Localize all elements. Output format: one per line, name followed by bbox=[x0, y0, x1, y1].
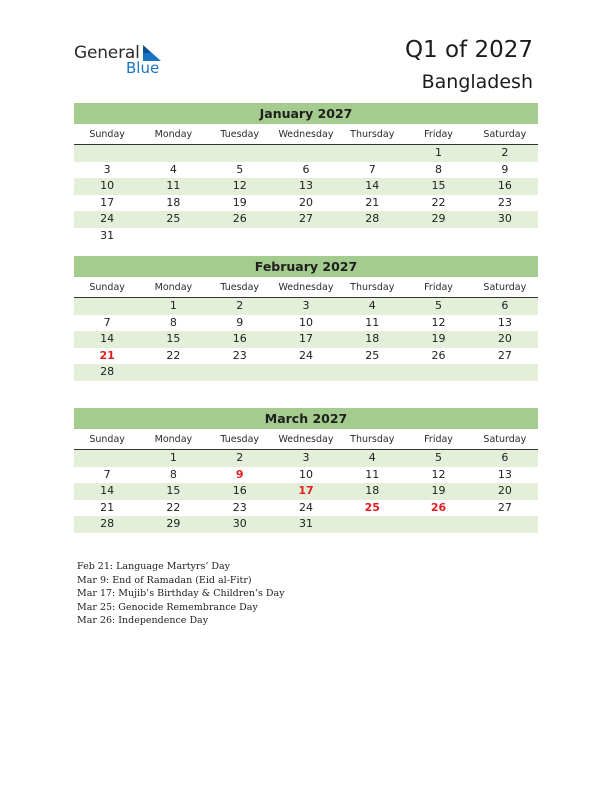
week-row bbox=[74, 195, 538, 212]
day-cell bbox=[339, 516, 405, 533]
day-cell: 10 bbox=[298, 467, 313, 481]
day-cell: 19 bbox=[232, 195, 247, 209]
weekday-label: Monday bbox=[154, 434, 193, 445]
week-row bbox=[74, 298, 538, 315]
day-cell: 7 bbox=[103, 315, 111, 329]
country-name: Bangladesh bbox=[421, 71, 533, 93]
day-cell: 28 bbox=[365, 212, 380, 225]
day-cell: 24 bbox=[298, 348, 313, 362]
day-cell: 23 bbox=[232, 500, 247, 514]
day-cell bbox=[472, 364, 538, 381]
day-cell: 19 bbox=[431, 484, 446, 497]
week-row bbox=[74, 516, 538, 533]
day-cell: 14 bbox=[365, 179, 380, 192]
day-cell bbox=[273, 228, 339, 245]
day-cell bbox=[273, 145, 339, 162]
day-cell: 5 bbox=[435, 451, 443, 464]
week-row bbox=[74, 178, 538, 195]
week-row bbox=[74, 500, 538, 517]
day-cell: 1 bbox=[169, 299, 177, 312]
day-cell bbox=[339, 228, 405, 245]
day-cell: 16 bbox=[232, 484, 247, 497]
holiday-day-cell: 17 bbox=[298, 484, 314, 497]
month-title: January 2027 bbox=[74, 103, 538, 124]
day-cell: 20 bbox=[497, 332, 512, 345]
day-cell: 27 bbox=[298, 212, 313, 225]
day-cell: 6 bbox=[501, 299, 509, 312]
holiday-day-cell: 26 bbox=[430, 500, 447, 514]
week-row bbox=[74, 228, 538, 245]
day-cell bbox=[207, 364, 273, 381]
day-cell bbox=[74, 298, 140, 315]
day-cell bbox=[472, 516, 538, 533]
holiday-note: Mar 25: Genocide Remembrance Day bbox=[77, 601, 258, 613]
day-cell bbox=[405, 364, 471, 381]
week-row bbox=[74, 364, 538, 381]
day-cell: 8 bbox=[435, 162, 443, 176]
day-cell: 4 bbox=[169, 162, 177, 176]
day-cell: 13 bbox=[497, 467, 512, 481]
weekday-label: Friday bbox=[424, 282, 453, 293]
holiday-day-cell: 25 bbox=[364, 500, 380, 514]
day-cell: 7 bbox=[103, 467, 111, 481]
day-cell: 25 bbox=[166, 212, 181, 225]
weekday-label: Sunday bbox=[89, 129, 125, 140]
day-cell: 23 bbox=[497, 195, 512, 209]
day-cell bbox=[74, 450, 140, 467]
day-cell: 19 bbox=[431, 332, 446, 345]
day-cell: 15 bbox=[431, 179, 446, 192]
day-cell: 10 bbox=[100, 179, 115, 192]
day-cell: 14 bbox=[100, 332, 115, 345]
day-cell: 2 bbox=[236, 451, 244, 464]
day-cell bbox=[140, 145, 206, 162]
holiday-day-cell: 21 bbox=[99, 348, 115, 362]
weekday-label: Saturday bbox=[483, 129, 527, 140]
day-cell: 16 bbox=[232, 332, 247, 345]
day-cell: 22 bbox=[431, 195, 446, 209]
day-cell: 29 bbox=[431, 212, 446, 225]
day-cell: 1 bbox=[435, 146, 443, 159]
weekday-label: Saturday bbox=[483, 282, 527, 293]
weekday-label: Sunday bbox=[89, 434, 125, 445]
day-cell: 11 bbox=[365, 315, 380, 329]
day-cell bbox=[339, 364, 405, 381]
day-cell: 3 bbox=[103, 162, 111, 176]
weekday-label: Tuesday bbox=[220, 282, 260, 293]
weekday-header-row bbox=[74, 127, 538, 145]
week-row bbox=[74, 331, 538, 348]
weekday-label: Wednesday bbox=[278, 282, 334, 293]
day-cell: 20 bbox=[298, 195, 313, 209]
day-cell bbox=[140, 364, 206, 381]
day-cell: 13 bbox=[497, 315, 512, 329]
day-cell: 9 bbox=[236, 315, 244, 329]
weekday-label: Friday bbox=[424, 434, 453, 445]
day-cell bbox=[339, 145, 405, 162]
day-cell: 18 bbox=[166, 195, 181, 209]
week-row bbox=[74, 162, 538, 179]
day-cell: 2 bbox=[501, 146, 509, 159]
day-cell: 16 bbox=[497, 179, 512, 192]
day-cell: 22 bbox=[166, 348, 181, 362]
day-cell: 27 bbox=[497, 500, 512, 514]
day-cell: 24 bbox=[100, 212, 115, 225]
day-cell: 13 bbox=[298, 179, 313, 192]
day-cell: 8 bbox=[169, 467, 177, 481]
month-title: February 2027 bbox=[74, 256, 538, 277]
month-calendar bbox=[74, 408, 538, 533]
day-cell bbox=[140, 228, 206, 245]
week-row bbox=[74, 315, 538, 332]
day-cell: 8 bbox=[169, 315, 177, 329]
day-cell: 6 bbox=[302, 162, 310, 176]
week-row bbox=[74, 348, 538, 365]
day-cell: 2 bbox=[236, 299, 244, 312]
day-cell: 27 bbox=[497, 348, 512, 362]
day-cell: 15 bbox=[166, 484, 181, 497]
page-title: Q1 of 2027 bbox=[404, 37, 533, 63]
weekday-label: Saturday bbox=[483, 434, 527, 445]
week-row bbox=[74, 483, 538, 500]
day-cell bbox=[207, 228, 273, 245]
holiday-note: Mar 17: Mujib’s Birthday & Children’s Day bbox=[77, 588, 285, 600]
day-cell: 12 bbox=[232, 179, 247, 192]
day-cell bbox=[273, 364, 339, 381]
weekday-label: Sunday bbox=[89, 282, 125, 293]
day-cell: 28 bbox=[100, 517, 115, 530]
day-cell: 18 bbox=[365, 332, 380, 345]
day-cell: 31 bbox=[100, 228, 115, 242]
day-cell: 9 bbox=[501, 162, 509, 176]
month-title: March 2027 bbox=[74, 408, 538, 429]
weekday-label: Monday bbox=[154, 282, 193, 293]
holiday-note: Feb 21: Language Martyrs’ Day bbox=[77, 561, 231, 572]
day-cell: 23 bbox=[232, 348, 247, 362]
holiday-note: Mar 26: Independence Day bbox=[77, 615, 209, 627]
day-cell: 10 bbox=[298, 315, 313, 329]
weekday-label: Tuesday bbox=[220, 434, 260, 445]
weekday-header-row bbox=[74, 280, 538, 298]
day-cell: 21 bbox=[365, 195, 380, 209]
day-cell: 15 bbox=[166, 332, 181, 345]
weekday-label: Wednesday bbox=[278, 129, 334, 140]
day-cell: 25 bbox=[365, 348, 380, 362]
day-cell: 12 bbox=[431, 315, 446, 329]
weekday-label: Monday bbox=[154, 129, 193, 140]
day-cell: 4 bbox=[368, 299, 376, 312]
day-cell: 22 bbox=[166, 500, 181, 514]
weekday-label: Tuesday bbox=[220, 129, 260, 140]
weekday-label: Thursday bbox=[350, 282, 395, 293]
logo bbox=[74, 43, 184, 79]
holiday-note: Mar 9: End of Ramadan (Eid al-Fitr) bbox=[77, 574, 252, 586]
week-row bbox=[74, 145, 538, 162]
day-cell: 24 bbox=[298, 500, 313, 514]
day-cell: 31 bbox=[298, 517, 313, 530]
weekday-label: Thursday bbox=[350, 434, 395, 445]
day-cell: 3 bbox=[302, 299, 310, 312]
day-cell: 1 bbox=[169, 451, 177, 464]
day-cell: 12 bbox=[431, 467, 446, 481]
day-cell bbox=[405, 516, 471, 533]
day-cell: 14 bbox=[100, 484, 115, 497]
weekday-label: Wednesday bbox=[278, 434, 334, 445]
day-cell: 28 bbox=[100, 365, 115, 378]
day-cell: 29 bbox=[166, 517, 181, 530]
day-cell: 17 bbox=[100, 195, 115, 209]
day-cell: 21 bbox=[100, 500, 115, 514]
logo-text-blue: Blue bbox=[126, 59, 160, 77]
weekday-label: Thursday bbox=[350, 129, 395, 140]
day-cell: 26 bbox=[431, 348, 446, 362]
day-cell: 7 bbox=[368, 162, 376, 176]
day-cell: 3 bbox=[302, 451, 310, 464]
holiday-day-cell: 9 bbox=[235, 467, 244, 481]
day-cell: 6 bbox=[501, 451, 509, 464]
day-cell bbox=[207, 145, 273, 162]
day-cell bbox=[74, 145, 140, 162]
logo-text-general: General bbox=[74, 43, 140, 63]
weekday-header-row bbox=[74, 432, 538, 450]
day-cell: 26 bbox=[232, 212, 247, 225]
day-cell: 30 bbox=[232, 517, 247, 530]
day-cell: 5 bbox=[435, 299, 443, 312]
day-cell: 11 bbox=[365, 467, 380, 481]
month-calendar bbox=[74, 256, 538, 381]
week-row bbox=[74, 450, 538, 467]
day-cell: 30 bbox=[497, 212, 512, 225]
day-cell: 18 bbox=[365, 484, 380, 497]
month-calendar bbox=[74, 103, 538, 244]
weekday-label: Friday bbox=[424, 129, 453, 140]
day-cell: 17 bbox=[298, 332, 313, 345]
holiday-notes bbox=[77, 560, 285, 628]
day-cell: 4 bbox=[368, 451, 376, 464]
week-row bbox=[74, 211, 538, 228]
week-row bbox=[74, 467, 538, 484]
day-cell: 11 bbox=[166, 179, 181, 192]
day-cell: 20 bbox=[497, 484, 512, 497]
day-cell bbox=[405, 228, 471, 245]
day-cell: 5 bbox=[236, 162, 244, 176]
day-cell bbox=[472, 228, 538, 245]
